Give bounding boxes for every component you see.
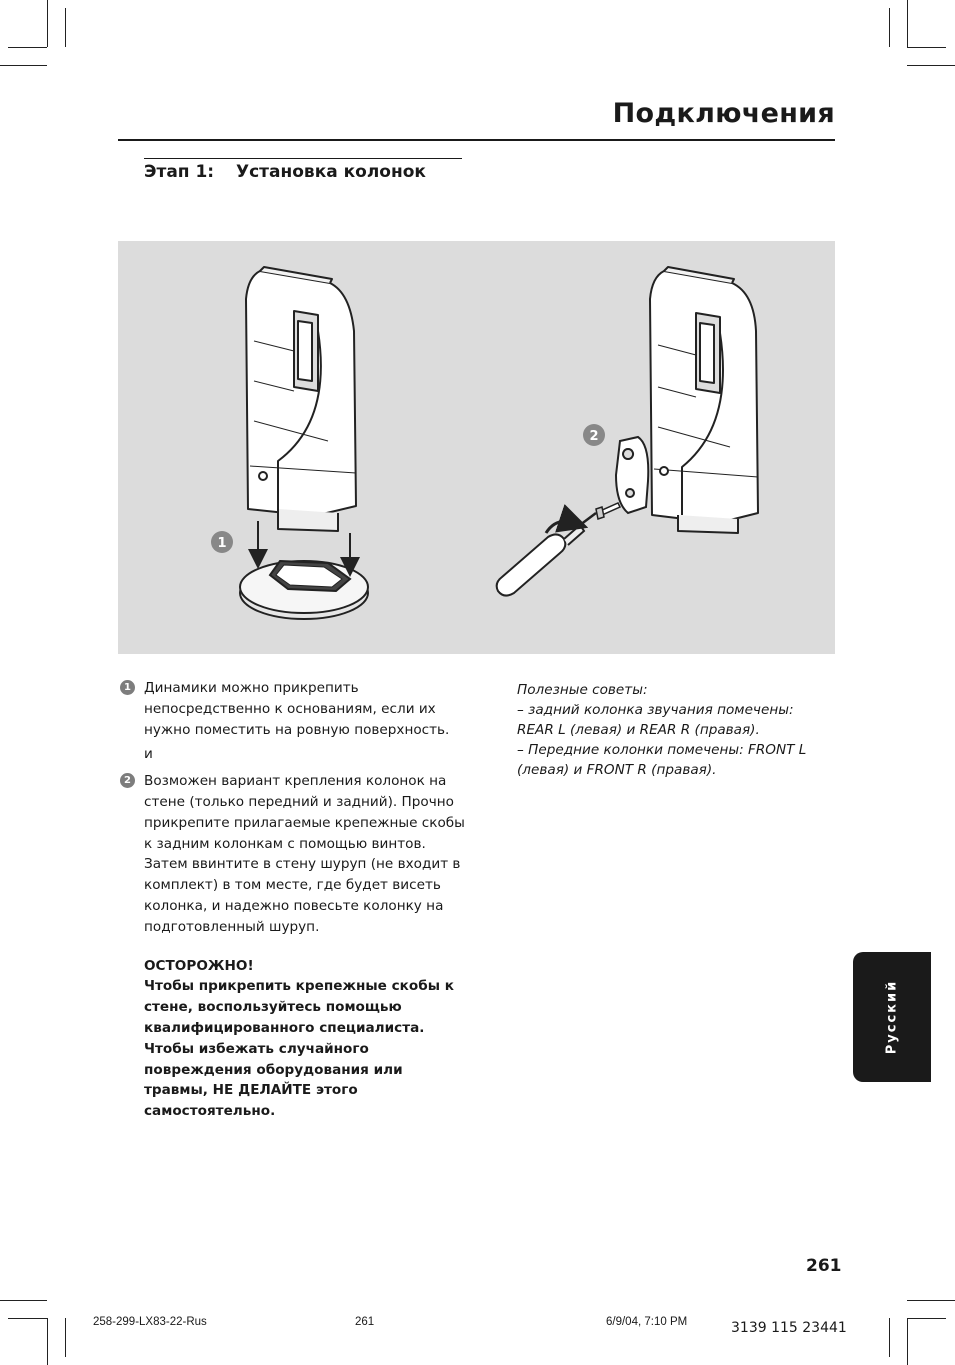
warning-line: Чтобы прикрепить крепежные скобы к стене, воспользуйтесь помощью квалифицированного специалиста. xyxy=(144,978,454,1036)
speaker-right xyxy=(650,267,758,533)
step-1 xyxy=(120,678,465,740)
language-label: Русский xyxy=(884,979,900,1055)
language-tab xyxy=(853,952,931,1082)
crop-mark xyxy=(907,47,946,48)
section-step: Этап 1: xyxy=(144,162,215,182)
marker-1-label: 1 xyxy=(217,536,227,551)
footer-date: 6/9/04, 7:10 PM xyxy=(606,1316,688,1328)
section-rule xyxy=(144,158,462,159)
warning-title: ОСТОРОЖНО! xyxy=(144,957,254,974)
step-number: 2 xyxy=(120,773,135,788)
crop-mark xyxy=(907,1318,946,1319)
screwdriver xyxy=(497,513,596,596)
conjunction: и xyxy=(144,746,153,763)
speaker-base xyxy=(240,561,368,619)
crop-mark xyxy=(907,0,908,47)
crop-mark xyxy=(889,8,890,47)
instructions xyxy=(120,678,465,1122)
rotation-arrow xyxy=(546,521,574,533)
crop-mark xyxy=(0,1300,47,1301)
doc-code: 3139 115 23441 xyxy=(731,1320,847,1336)
wall-bracket xyxy=(616,437,648,513)
step-text: Возможен вариант крепления колонок на стене (только передний и задний). Прочно прикрепите прилагаемые крепежные скобы к задним колонкам с помощью винтов. Затем ввинтите в стену шуруп (не входит в комплект) в том месте, где будет висеть колонка, и надежно повесьте колонку на подготовленный шуруп. xyxy=(144,773,465,935)
crop-mark xyxy=(907,65,955,66)
tip-line: – Передние колонки помечены: FRONT L (левая) и FRONT R (правая). xyxy=(517,742,807,778)
tips-title: Полезные советы: xyxy=(517,682,648,698)
crop-mark xyxy=(47,0,48,47)
page-title: Подключения xyxy=(612,98,835,129)
speaker-left xyxy=(246,267,356,531)
crop-mark xyxy=(889,1318,890,1357)
tips-block xyxy=(517,680,817,780)
crop-mark xyxy=(8,1318,47,1319)
crop-mark xyxy=(0,65,47,66)
footer-page: 261 xyxy=(355,1316,375,1328)
warning-block xyxy=(120,956,465,1122)
crop-mark xyxy=(8,47,47,48)
step-number: 1 xyxy=(120,680,135,695)
section-title: Установка колонок xyxy=(236,162,426,182)
step-text: Динамики можно прикрепить непосредственно к основаниям, если их нужно поместить на ровную поверхность. xyxy=(144,680,450,738)
speaker-illustration xyxy=(118,241,835,654)
crop-mark xyxy=(907,1318,908,1365)
crop-mark xyxy=(47,1318,48,1365)
page-number: 261 xyxy=(806,1256,842,1276)
warning-line: Чтобы избежать случайного повреждения оборудования или травмы, НЕ ДЕЛАЙТЕ этого самостоятельно. xyxy=(144,1040,403,1120)
crop-mark xyxy=(65,1318,66,1357)
section-heading xyxy=(144,162,426,182)
tip-line: – задний колонка звучания помечены: REAR L (левая) и REAR R (правая). xyxy=(517,702,794,738)
step-2 xyxy=(120,771,465,937)
speaker-drawing xyxy=(118,241,835,654)
crop-mark xyxy=(907,1300,955,1301)
title-rule xyxy=(118,139,835,141)
marker-2-label: 2 xyxy=(589,429,599,444)
footer-file: 258-299-LX83-22-Rus xyxy=(93,1316,207,1328)
screw xyxy=(596,503,620,519)
crop-mark xyxy=(65,8,66,47)
